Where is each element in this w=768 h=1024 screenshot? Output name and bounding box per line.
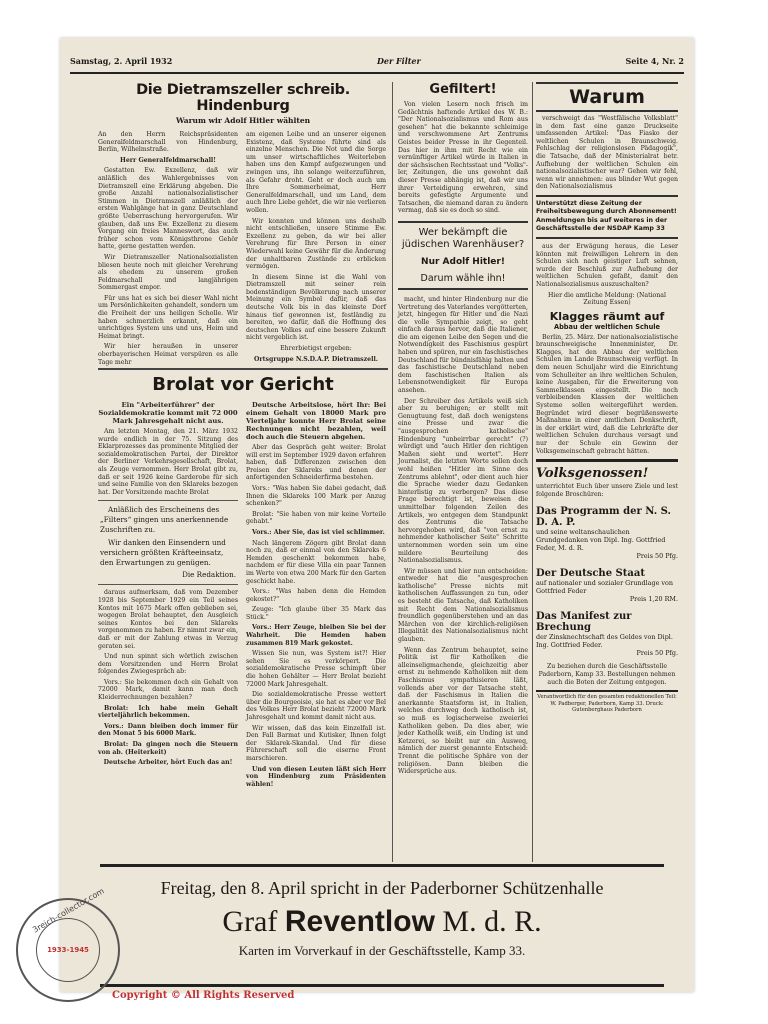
subscribe-box: Unterstützt diese Zeitung der Freiheitsbewegung durch Abonnement! Anmeldungen bis auf weiteres in der Geschäftsstelle der NSDAP Kamp 33 (536, 195, 678, 239)
article-paragraph: Wissen Sie nun, was System ist?! Hier sehen Sie es verkörpert. Die sozialdemokratische Presse schimpft über die hohen Gehälter — Herr Brolat bezieht 72000 Mark Jahresgehalt. (246, 650, 386, 688)
header-rule (70, 72, 684, 74)
article-paragraph: Die sozialdemokratische Presse wettert über die Bourgeoisie, sie hat es aber vor Bel des Volkes Herr Brolat bezieht 72000 Mark Jahresgehalt und kommt damit nicht aus. (246, 691, 386, 721)
copyright-notice: Copyright © All Rights Reserved (112, 990, 295, 1001)
article-paragraph: Der Schreiber des Artikels weiß sich aber zu beruhigen; er stellt mit Genugtuung fest, daß doch wenigstens eine Presse und zwar die "ausgesprochen katholische" Hindenburg "unbeirrbar gerecht" (?) würdigt und "auch Hitler den richtigen Maßen sieht und wertet". Herr Journalist, die letzten Worte sollen doch wohl heißen "Hitler im Sinne des Zentrums ablehnt", oder dient auch hier die Sprache wieder dazu Gedanken hinterlistig zu verbergen? Das diese Frage berechtigt ist, beweisen die unmittelbar folgenden Zeilen des Artikels, wo entgegen dem Standpunkt des Zentrums die Tatsache hervorgehoben wird, daß "von ernst zu nehmender katholischer Seite" Schritte unternommen worden sein um eine mildere Beurteilung des Nationalsozialismus. (398, 397, 528, 565)
article-paragraph: Wir wissen, daß das kein Einzelfall ist. Den Fall Barmat und Kutisker, Ihnen folgt der Sklarek-Skandal. Und für diese Führerschaft soll die eiserne Front marschieren. (246, 724, 386, 762)
dialog-line: Brolat: "Sie haben von mir keine Vorteile gehabt." (246, 510, 386, 526)
dialog-line: Vors.: Dann bleiben doch immer für den Monat 5 bis 6000 Mark. (98, 722, 238, 738)
article-paragraph: Wenn das Zentrum behauptet, seine Politik ist für Katholiken die alleinseligmachende, gleichzeitig aber ernst zu nehmende Katholiken mit dem Faschismus sympathisieren läßt, vollends aber vor der Tatsache steht, daß der Faschismus in Italien die anerkannte Staatsform ist, in Italien, welches durchweg doch katholisch ist, so muß es logischerweise zweierlei Katholiken geben. Da dies aber, wie jeder Katholik weiß, ein Unding ist und Ketzerei, so bleibt nur ein Ausweg, nämlich der zuerst genannte Entscheid: Trennt die politische Sphäre von der religiösen. Dann bleiben die Widersprüche aus. (398, 646, 528, 776)
imprint: Verantwortlich für den gesamten redaktionellen Teil: W. Padberger, Paderborn, Kamp 33. Druck: Gutenberghaus Paderborn (536, 690, 678, 714)
book-price: Preis 1,20 RM. (629, 595, 678, 604)
address-block: An den Herrn Reichspräsidenten Generalfeldmarschall von Hindenburg, Berlin, Wilhelmstraße. (98, 131, 238, 154)
running-header (70, 56, 684, 72)
book-item (536, 611, 678, 657)
footer-rule (100, 984, 664, 987)
issue-date: Samstag, 2. April 1932 (70, 56, 173, 66)
judische-answer: Nur Adolf Hitler! (421, 256, 505, 267)
dialog-line: Brolat: Ich habe mein Gehalt vierteljährlich bekommen. (98, 704, 238, 720)
book-title: Das Programm der N. S. D. A. P. (536, 506, 672, 529)
dialog-line: Vors.: Aber Sie, das ist viel schlimmer. (252, 528, 385, 536)
book-price: Preis 50 Pfg. (636, 552, 678, 561)
book-description: der Zinsknechtschaft des Geldes von Dipl. Ing. Gottfried Feder. (536, 633, 673, 650)
book-price: Preis 50 Pfg. (636, 649, 678, 658)
stamp-years: 1933-1945 (47, 946, 89, 954)
column-rule (392, 82, 393, 862)
book-description: auf nationaler und sozialer Grundlage von Gottfried Feder (536, 579, 673, 596)
article-paragraph: am eigenen Leibe und an unserer eigenen Existenz, daß Systeme führte sind als einzelne Menschen. Die Not und die Sorge um unser wirtschaftliches Weiterleben haben uns den Kampf aufgezwungen und zwingen uns, ihn solange weiterzuführen, als Gefahr droht. Geht er doch auch um Ihre Sommerheimat, Herr Generalfeldmarschall, und um Land, dem auch Ihre Liebe gehört, die wir nie verlieren wollen. (246, 131, 386, 214)
article-paragraph: Wir konnten und können uns deshalb nicht entschließen, unsere Stimme Ew. Exzellenz zu geben, da wir bei aller Verehrung für Ihre Person in einer Wiederwahl keine Gewähr für die Änderung der unhaltbaren Zustände zu erblicken vermögen. (246, 217, 386, 271)
reventlow-ad (100, 870, 664, 990)
hindenburg-headline: Die Dietramszeller schreib. Hindenburg (136, 82, 350, 114)
klagges-headline: Klagges räumt auf (549, 309, 665, 323)
hindenburg-subhead: Warum wir Adolf Hitler wählten (175, 116, 311, 125)
hindenburg-article (98, 82, 388, 369)
article-paragraph: Aber das Gespräch geht weiter: Brolat will erst im September 1929 davon erfahren haben, daß Differenzen zwischen den Preisen der Sklareks und denen der anfertigenden Schneiderfirma bestehen. (246, 444, 386, 482)
signature: Ortsgruppe N.S.D.A.P. Dietramszell. (254, 355, 378, 363)
watermark-stamp (16, 886, 120, 1002)
gefiltert-text: Von vielen Lesern noch frisch im Gedächtnis haftende Artikel des W. B.: "Der Nationalsozialismus und Rom aus gesehen" hat die bekannte schleimige und verschwommene Art Zentrums Geistes beider Presse in ihr Gegenteil. Das hier in ihm mit Recht wie ein vernünftiger Artikel würde in Italien in der sächsischen Rechtsstaat und "Volks"-ler, Zeitungen, die uns gewohnt daß dieser Presse abhängig ist, daß wir uns ihrer Verteidigung erwehren, sind bereits gefestigte Argumente und Tatsachen, die niemand daran zu ändern vermag, daß sie es doch so sind. (398, 101, 528, 215)
gefiltert-headline: Gefiltert! (429, 82, 497, 97)
klagges-text: Berlin, 25. März. Der nationalsozialistische braunschweigische Innenminister, Dr. Klagges, hat den Abbau der weltlichen Schulen im Lande Braunschweig verfügt. In dem neuen Schuljahr wird die Einrichtung vom Schulleiter an ihre weltlichen Schulen, keine Ausgaben, für die Erweiterung von Sammelklassen eingestellt. Die noch verbleibenden Klassen der weltlichen Systeme sollen weitergeführt werden. Begründet wird dieser begrüßenswerte Maßnahme in einer amtlichen Denkschrift, in der erklärt wird, daß die Lehrkräfte der weltlichen Schulen durchaus versagt und nur der Schule ein Gewinn der Volksgemeinschaft gebracht hätten. (536, 333, 678, 455)
volksgenossen-headline: Volksgenossen! (536, 466, 649, 482)
volksgenossen-footer: Zu beziehen durch die Geschäftsstelle Paderborn, Kamp 33. Bestellungen nehmen auch die Boten der Zeitung entgegen. (538, 663, 676, 686)
middle-column (398, 82, 528, 779)
book-item (536, 506, 678, 560)
volksgenossen-intro: unterrichtet Euch über unsere Ziele und lest folgende Broschüren: (536, 483, 678, 498)
article-paragraph: Am letzten Montag, den 21. März 1932 wurde endlich in der 75. Sitzung des Eklarprozesses das prominente Mitglied der sozialdemokratischen Partei, der Direktor der Berliner Verkehrsgesellschaft, Brolat, als Zeuge vernommen. Herr Brolat gibt zu, daß er seit 1926 keine Garderobe für sich und seine Familie von den Sklareks bezogen hat. Der Vorsitzende machte Brolat (98, 428, 238, 496)
article-paragraph: Wir müssen und hier nun entscheiden: entweder hat die "ausgesprochen katholische" Presse nichts mit katholischen Auffassungen zu tun, oder es besteht die Tatsache, daß Katholiken mit Recht dem Nationalsozialismus freundlich gegenüberstehen und an das Märchen von der kirchlich-religiösen Illegalität des Nationalsozialismus nicht glauben. (398, 567, 528, 644)
klagges-intro: aus der Erwägung heraus, die Leser könnten mit freiwilligen Lehrern in den Schulen sich nach geistiger Luft sehnen, wurde der Beschluß zur Aufhebung der weltlichen Schulen gefaßt, damit den Nationalsozialismus auszuschalten? (536, 242, 678, 288)
ad-title-graf: Graf (222, 905, 278, 938)
salutation: Herr Generalfeldmarschall! (120, 156, 216, 164)
warum-text: verschweigt das "Westfälische Volksblatt" in dem fast eine ganze Druckseite umfassenden Artikel: "Das Fiasko der weltlichen Schulen in Braunschweig. Fehlschlag der religionslosen Pädagogik", die Tatsache, daß der Ministerialrat betr. Aufhebung der weltlichen Schulen ein nationalsozialistischer war? Gehen wir fehl, wenn wir annehmen: aus blinder Wut gegen den Nationalsozialismus (536, 115, 678, 191)
announcement-signature: Die Redaktion. (182, 570, 236, 580)
paper-name: Der Filter (376, 56, 421, 66)
article-paragraph: daraus aufmerksam, daß vom Dezember 1928 bis September 1929 ein Teil seines Kontos mit 1675 Mark offen geblieben sei, wogegen Brolat behauptet, den Ausgleich seines Kontos bei den Sklareks vorgenommen zu haben. Er nimmt zwar ein, daß er mit der Zahlung etwas in Verzug geraten sei. (98, 589, 238, 650)
book-title: Der Deutsche Staat (536, 568, 645, 580)
brolat-article (98, 374, 388, 791)
stamp-ring-text: 3reich-collector.com (30, 886, 106, 935)
announcement-line: Anläßlich des Erscheinens des „Filters“ gingen uns anerkennende Zuschriften zu. (100, 505, 229, 535)
article-paragraph: Wir hier heraußen in unserer oberbayerischen Heimat verspüren es alle Tage mehr (98, 343, 238, 366)
ad-line-1: Freitag, den 8. April spricht in der Paderborner Schützenhalle (160, 878, 604, 898)
editorial-announcement (98, 500, 238, 585)
ad-speaker-title: M. d. R. (442, 905, 542, 938)
column-rule (532, 82, 533, 862)
dialog-line: Vors.: Herr Zeuge, bleiben Sie bei der Wahrheit. Die Hemden haben zusammen 819 Mark gekostet. (246, 624, 386, 647)
judische-cta: Darum wähle ihn! (420, 272, 506, 284)
article-paragraph: Wir Dietramszeller Nationalsozialisten bliesen heute noch mit gleicher Verehrung als ehedem zu unserem großen Feldmarschall und langjährigen Sommergast empor. (98, 253, 238, 292)
article-paragraph: Deutsche Arbeitslose, hört Ihr: Bei einem Gehalt von 18000 Mark pro Vierteljahr konnte Herr Brolat seine Rechnungen nicht bezahlen, weil doch auch die Steuern abgehen. (246, 401, 386, 441)
closing-line: Ehrerbietigst ergeben: (280, 345, 352, 353)
dialog-line: Brolat: Da gingen noch die Steuern von ab. (Heiterkeit) (98, 741, 238, 756)
ad-line-3: Karten im Vorverkauf in der Geschäftsstelle, Kamp 33. (238, 943, 526, 958)
section-rule (98, 368, 388, 370)
article-paragraph: Nach längerem Zögern gibt Brolat dann noch zu, daß er einmal von den Sklareks 6 Hemden geschenkt bekommen habe, nachdem er für diese Villa ein paar Tannen im Werte von etwa 200 Mark für den Garten geschickt habe. (246, 539, 386, 585)
article-paragraph: Und nun spinnt sich wörtlich zwischen dem Vorsitzenden und Herrn Brolat folgendes Zwiegespräch ab: (98, 653, 238, 676)
brolat-kicker: Ein "Arbeiterführer" der Sozialdemokratie kommt mit 72 000 Mark Jahresgehalt nicht aus. (98, 401, 238, 425)
footer-rule (100, 864, 664, 867)
book-title: Das Manifest zur Brechung (536, 611, 632, 634)
announcement-line: Wir danken den Einsendern und versichern größten Kräfteeinsatz, den Erwartungen zu genügen. (100, 538, 226, 568)
judische-box (398, 221, 528, 290)
article-paragraph: Gestatten Ew. Exzellenz, daß wir anläßlich des Wahlergebnisses von Dietramszell eine Erklärung abgeben. Die große Anzahl nationalsozialistischer Stimmen in Dietramszell anläßlich der ersten Wahlgänge hat in ganz Deutschland größte Ueberraschung hervorgerufen. Wir glauben, daß uns Ew. Exzellenz zu diesem Vorgang ein freies Manneswort, das auch früher schon vom Königsthrone Gehör hatte, gerne gestatten werden. (98, 167, 238, 251)
dialog-line: Vors.: Sie bekommen doch ein Gehalt von 72000 Mark, damit kann man doch Kleiderrechnungen bezahlen? (98, 678, 238, 702)
book-description: und seine weltanschaulichen Grundgedanken von Dipl. Ing. Gottfried Feder, M. d. R. (536, 528, 666, 553)
dialog-line: Zeuge: "Ich glaube über 35 Mark das Stück." (246, 606, 386, 621)
booklist (536, 506, 678, 657)
dialog-line: Vors.: "Was haben Sie dabei gedacht, daß Ihnen die Sklareks 100 Mark per Anzug schenken?" (246, 484, 386, 508)
right-column (536, 82, 678, 714)
newspaper-page (60, 38, 694, 992)
page-number: Seite 4, Nr. 2 (625, 56, 684, 66)
article-paragraph: Und von diesen Leuten läßt sich Herr von Hindenburg zum Präsidenten wählen! (246, 765, 386, 788)
ad-speaker-name: Reventlow (284, 905, 435, 938)
book-item (536, 568, 678, 603)
article-paragraph: macht, und hinter Hindenburg nur die Vertretung des Vaterlandes vergötterten, jetzt, hingegen für Hitler und die Nazi die volle Sympathie zeigt, so geht einfach daraus hervor, daß die Italiener, die am eigenen Leibe den Segen und die Notwendigkeit des Faschismus gespürt haben und spüren, nur ein faschistisches Deutschland für bündnisfähig halten und das faschistische Deutschland neben dem faschistischen Italien als Lebensnotwendigkeit für Europa ansehen. (398, 295, 528, 395)
dialog-line: Vors.: "Was haben denn die Hemden gekostet?" (246, 588, 386, 603)
judische-headline: Wer bekämpft die jüdischen Warenhäuser? (401, 226, 525, 250)
klagges-subhead: Abbau der weltlichen Schule (553, 322, 661, 331)
klagges-note: Hier die amtliche Meldung: (National Zeitung Essen) (548, 291, 666, 307)
volksgenossen-box (536, 459, 678, 686)
article-paragraph: In diesem Sinne ist die Wahl von Dietramszell mit seiner rein bodenständigen Bevölkerung nach unserer Meinung ein Symbol dafür, daß das deutsche Volk bis in das kleinste Dorf hinaus tief gewonnen ist, festländig zu bereiten, wo dafür, daß die Hoffnung des deutschen Volkes auf eine bessere Zukunft nicht vergeblich ist. (246, 273, 386, 342)
article-paragraph: Für uns hat es sich bei dieser Wahl nicht um Persönlichkeiten gehandelt, sondern um die Freiheit der uns heiligen Scholle. Wir haben schmerzlich erkannt, daß ein unrichtiges System uns und uns, Heim und Heimat bringt. (98, 294, 238, 340)
warum-headline: Warum (536, 82, 678, 112)
brolat-closing: Deutsche Arbeiter, hört Euch das an! (103, 759, 233, 767)
ad-line-2 (100, 905, 664, 939)
brolat-headline: Brolat vor Gericht (152, 374, 334, 395)
